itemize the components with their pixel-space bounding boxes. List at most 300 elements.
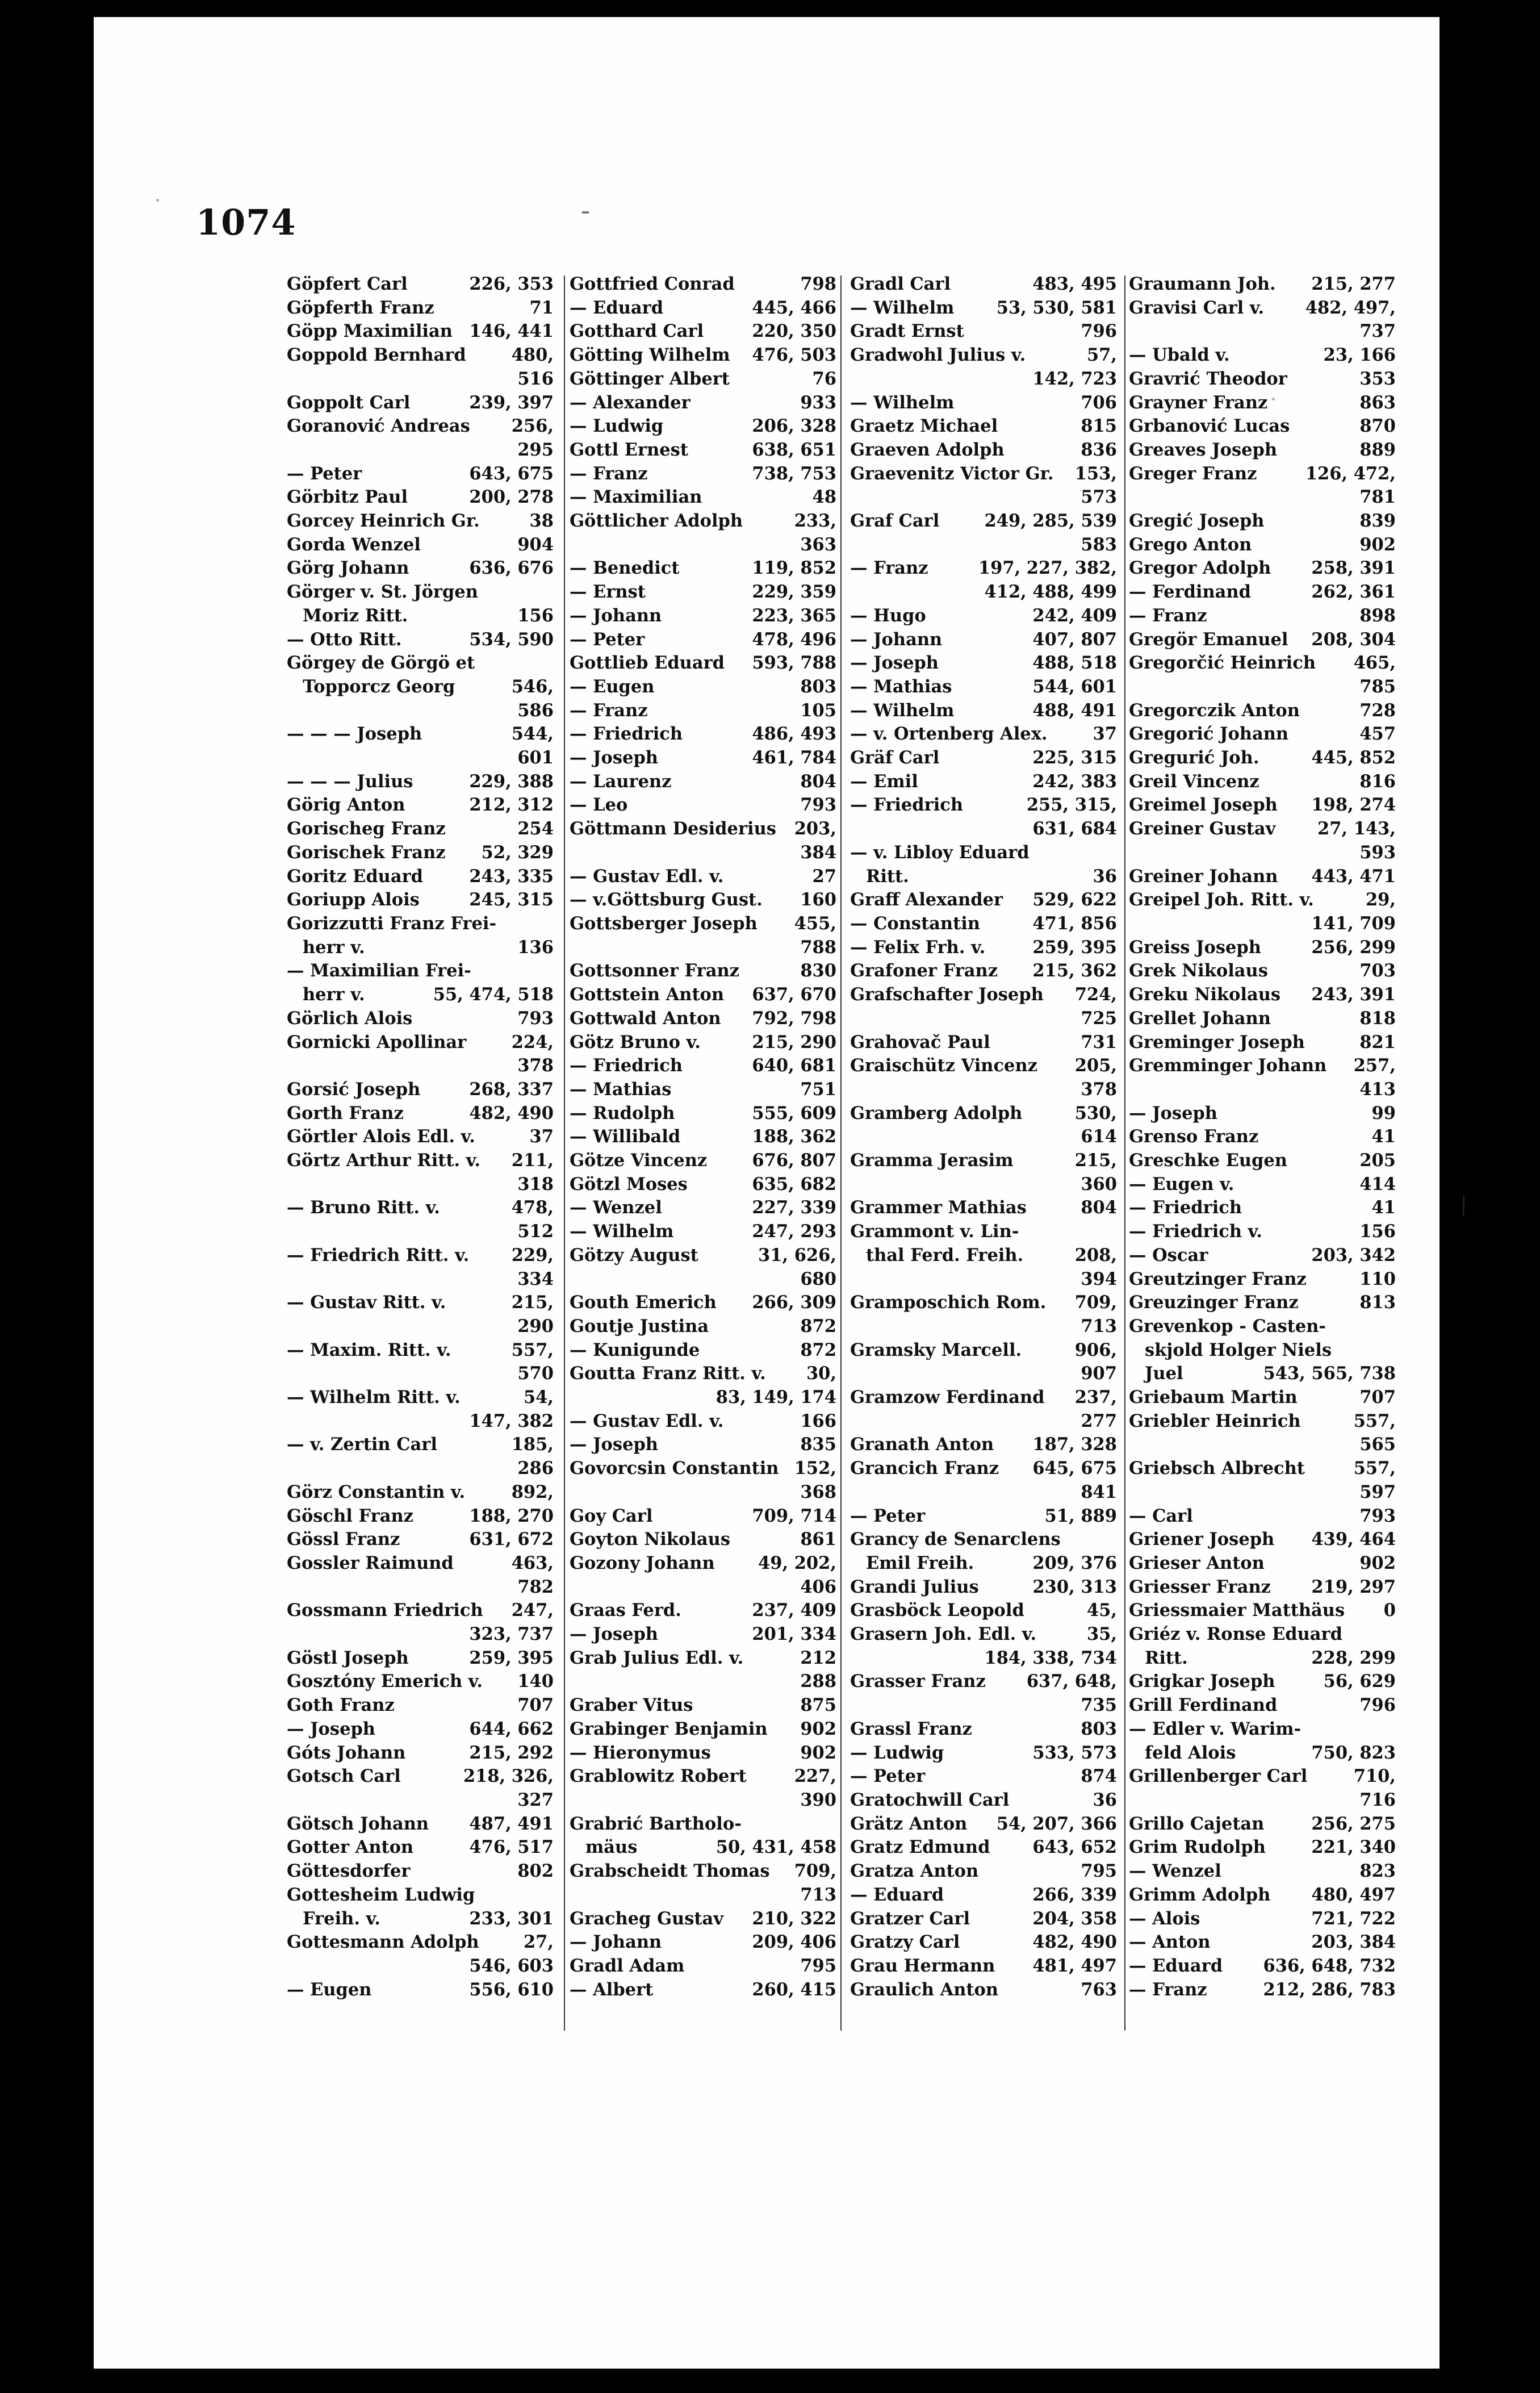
index-entry: [850, 1125, 1117, 1149]
index-entry: [1129, 1718, 1396, 1741]
entry-page-refs: 227,: [794, 1766, 836, 1787]
index-entry: [287, 746, 554, 770]
index-entry: [287, 888, 554, 912]
entry-name: Graeven Adolph: [850, 439, 1005, 460]
index-entry: [1129, 486, 1396, 509]
index-entry: [570, 1978, 836, 2002]
entry-name: — Eugen: [570, 676, 655, 697]
index-entry: [570, 1813, 836, 1836]
entry-name: — Johann: [570, 605, 662, 626]
index-entry: [570, 770, 836, 794]
entry-name: Gottesheim Ludwig: [287, 1884, 475, 1905]
entry-name: Görig Anton: [287, 795, 405, 816]
page-number: 1074: [196, 202, 296, 243]
index-entry: [850, 1031, 1117, 1055]
entry-page-refs: 223, 365: [752, 605, 836, 626]
index-entry: [570, 1718, 836, 1741]
entry-page-refs: 586: [517, 700, 554, 721]
index-entry: [1129, 1054, 1396, 1078]
entry-name: Göpfert Carl: [287, 274, 408, 294]
entry-page-refs: 534, 590: [469, 629, 554, 650]
index-entry: [850, 1836, 1117, 1860]
entry-page-refs: 645, 675: [1032, 1458, 1117, 1479]
index-column-4: [1129, 273, 1396, 2033]
entry-page-refs: 796: [1081, 321, 1117, 342]
index-entry: [287, 1054, 554, 1078]
entry-name: Göttesdorfer: [287, 1861, 411, 1882]
entry-page-refs: 209, 406: [752, 1932, 836, 1953]
entry-name: Gramma Jerasim: [850, 1150, 1014, 1171]
entry-page-refs: 482, 497,: [1305, 297, 1396, 318]
index-entry: [287, 391, 554, 415]
entry-name: — Eduard: [570, 297, 664, 318]
entry-name: Góts Johann: [287, 1742, 406, 1763]
index-entry: [850, 1196, 1117, 1220]
entry-name: Gotsch Carl: [287, 1766, 401, 1787]
entry-page-refs: 902: [1359, 534, 1396, 555]
entry-page-refs: 725: [1081, 1008, 1117, 1029]
index-entry: [570, 817, 836, 841]
entry-name: Gramberg Adolph: [850, 1102, 1023, 1124]
index-entry: [850, 817, 1117, 841]
entry-page-refs: 707: [517, 1695, 554, 1716]
index-entry: [850, 344, 1117, 367]
entry-page-refs: 211,: [511, 1150, 554, 1171]
column-rule: [1124, 275, 1125, 2031]
entry-page-refs: 360: [1081, 1173, 1117, 1195]
entry-page-refs: 480,: [511, 345, 554, 366]
entry-name: Grandi Julius: [850, 1576, 979, 1597]
entry-name: Gradt Ernst: [850, 321, 964, 342]
index-entry: [287, 1339, 554, 1363]
index-entry: [570, 1220, 836, 1244]
entry-page-refs: 483, 495: [1032, 274, 1117, 294]
entry-page-refs: 487, 491: [469, 1813, 554, 1834]
entry-page-refs: 229, 359: [752, 582, 836, 603]
entry-page-refs: 861: [800, 1529, 836, 1550]
entry-page-refs: 839: [1359, 511, 1396, 532]
index-entry: [850, 1007, 1117, 1031]
entry-page-refs: 445, 466: [752, 297, 836, 318]
entry-page-refs: 378: [517, 1055, 554, 1076]
entry-page-refs: 254: [517, 818, 554, 840]
entry-name: Moriz Ritt.: [303, 605, 408, 626]
index-entry: [850, 1173, 1117, 1197]
entry-page-refs: 557,: [1353, 1410, 1396, 1431]
index-entry: [570, 1054, 836, 1078]
entry-page-refs: 875: [800, 1695, 836, 1716]
index-entry: [570, 1031, 836, 1055]
entry-name: Grabinger Benjamin: [570, 1718, 768, 1739]
index-entry: [1129, 1173, 1396, 1197]
entry-name: — Franz: [1129, 605, 1207, 626]
entry-name: Gorischeg Franz: [287, 818, 446, 840]
entry-name: Gottl Ernest: [570, 439, 688, 460]
index-entry: [570, 699, 836, 723]
entry-page-refs: 237,: [1074, 1387, 1117, 1408]
entry-name: — Maxim. Ritt. v.: [287, 1339, 451, 1360]
entry-page-refs: 486, 493: [752, 724, 836, 745]
entry-name: — Willibald: [570, 1126, 681, 1147]
index-entry: [1129, 746, 1396, 770]
entry-page-refs: 210, 322: [752, 1908, 836, 1929]
entry-page-refs: [550, 1884, 554, 1907]
index-entry: [850, 983, 1117, 1007]
entry-page-refs: 593: [1359, 842, 1396, 863]
index-entry: [1129, 1931, 1396, 1955]
entry-page-refs: 229, 388: [469, 771, 554, 792]
entry-page-refs: [1392, 1623, 1396, 1647]
entry-page-refs: 555, 609: [752, 1102, 836, 1124]
entry-name: — Franz: [570, 700, 648, 721]
entry-name: — Benedict: [570, 558, 680, 579]
entry-page-refs: 218, 326,: [463, 1766, 554, 1787]
index-entry: [850, 1291, 1117, 1315]
entry-page-refs: 23, 166: [1323, 345, 1396, 366]
index-entry: [850, 415, 1117, 438]
entry-page-refs: 570: [517, 1363, 554, 1384]
entry-page-refs: 215,: [1074, 1150, 1117, 1171]
entry-page-refs: 709,: [794, 1861, 836, 1882]
index-entry: [850, 746, 1117, 770]
entry-name: Görger v. St. Jörgen: [287, 582, 478, 603]
entry-name: Goutta Franz Ritt. v.: [570, 1363, 766, 1384]
index-entry: [287, 652, 554, 675]
entry-name: Grillenberger Carl: [1129, 1766, 1308, 1787]
entry-page-refs: 763: [1081, 1979, 1117, 2000]
entry-name: Grek Nikolaus: [1129, 960, 1268, 982]
entry-page-refs: 445, 852: [1311, 747, 1396, 769]
index-entry: [570, 1315, 836, 1339]
entry-page-refs: 706: [1081, 392, 1117, 413]
index-entry: [850, 1410, 1117, 1434]
entry-page-refs: 644, 662: [469, 1718, 554, 1739]
index-entry: [287, 486, 554, 509]
index-entry: [850, 1457, 1117, 1481]
entry-name: — Rudolph: [570, 1102, 675, 1124]
entry-name: — Ludwig: [850, 1742, 944, 1763]
entry-page-refs: 323, 737: [469, 1624, 554, 1645]
index-entry: [1129, 1765, 1396, 1789]
index-entry: [287, 1196, 554, 1220]
index-entry: [570, 675, 836, 699]
index-entry: [287, 296, 554, 320]
entry-page-refs: 363: [800, 534, 836, 555]
index-entry: [1129, 959, 1396, 983]
entry-page-refs: 259, 395: [469, 1647, 554, 1668]
entry-name: Gottsonner Franz: [570, 960, 739, 982]
entry-name: — Wilhelm Ritt. v.: [287, 1387, 461, 1408]
index-entry: [570, 1931, 836, 1955]
entry-page-refs: 478,: [511, 1197, 554, 1218]
entry-name: Topporcz Georg: [303, 676, 455, 697]
entry-name: Gravrić Theodor: [1129, 368, 1287, 389]
entry-page-refs: 631, 684: [1032, 818, 1117, 840]
index-entry: [1129, 652, 1396, 675]
entry-page-refs: 593, 788: [752, 653, 836, 674]
entry-name: Gottwald Anton: [570, 1008, 721, 1029]
entry-page-refs: 836: [1081, 439, 1117, 460]
entry-page-refs: 902: [800, 1718, 836, 1739]
entry-page-refs: 187, 328: [1032, 1434, 1117, 1455]
entry-name: Grbanović Lucas: [1129, 416, 1290, 437]
entry-page-refs: 638, 651: [752, 439, 836, 460]
entry-name: — Peter: [850, 1766, 926, 1787]
index-entry: [570, 1552, 836, 1576]
entry-name: — v. Libloy Eduard: [850, 842, 1030, 863]
entry-page-refs: 841: [1081, 1481, 1117, 1502]
entry-page-refs: 394: [1081, 1268, 1117, 1289]
entry-page-refs: 488, 518: [1032, 653, 1117, 674]
index-entry: [1129, 1481, 1396, 1505]
entry-name: — Wilhelm: [570, 1221, 674, 1242]
entry-page-refs: 142, 723: [1032, 368, 1117, 389]
entry-name: Gorischek Franz: [287, 842, 446, 863]
index-entry: [1129, 296, 1396, 320]
entry-name: Gradl Adam: [570, 1955, 685, 1976]
stray-mark: [582, 211, 589, 214]
entry-page-refs: 225, 315: [1032, 747, 1117, 769]
entry-name: Grasern Joh. Edl. v.: [850, 1624, 1037, 1645]
entry-page-refs: 215, 277: [1311, 274, 1396, 294]
index-entry: [1129, 983, 1396, 1007]
entry-name: Goriupp Alois: [287, 889, 420, 911]
entry-page-refs: 795: [1081, 1861, 1117, 1882]
index-entry: [1129, 391, 1396, 415]
entry-name: Gosztóny Emerich v.: [287, 1671, 483, 1692]
index-entry: [570, 1670, 836, 1694]
index-entry: [570, 391, 836, 415]
index-entry: [850, 1433, 1117, 1457]
entry-page-refs: 870: [1359, 416, 1396, 437]
entry-name: Granath Anton: [850, 1434, 994, 1455]
entry-page-refs: 707: [1359, 1387, 1396, 1408]
entry-page-refs: 295: [517, 439, 554, 460]
index-entry: [1129, 675, 1396, 699]
entry-name: Gottfried Conrad: [570, 274, 735, 294]
entry-page-refs: 636, 676: [469, 558, 554, 579]
index-entry: [287, 1907, 554, 1931]
entry-name: Götzy August: [570, 1244, 698, 1266]
entry-page-refs: 414: [1359, 1173, 1396, 1195]
entry-page-refs: 200, 278: [469, 487, 554, 508]
index-entry: [287, 1410, 554, 1434]
entry-name: Göpp Maximilian: [287, 321, 453, 342]
index-entry: [287, 1362, 554, 1386]
entry-name: — Friedrich: [570, 1055, 683, 1076]
entry-name: Gravisi Carl v.: [1129, 297, 1265, 318]
index-entry: [570, 912, 836, 936]
index-entry: [287, 1528, 554, 1552]
index-entry: [850, 1386, 1117, 1410]
index-entry: [1129, 1813, 1396, 1836]
entry-page-refs: 256, 299: [1311, 937, 1396, 958]
entry-name: Greminger Joseph: [1129, 1031, 1305, 1053]
entry-name: Görtler Alois Edl. v.: [287, 1126, 475, 1147]
index-entry: [850, 557, 1117, 580]
index-entry: [570, 604, 836, 628]
entry-name: Goritz Eduard: [287, 866, 423, 887]
entry-page-refs: [1392, 1718, 1396, 1741]
entry-page-refs: 36: [1093, 1790, 1117, 1810]
entry-page-refs: 221, 340: [1311, 1837, 1396, 1858]
entry-name: — Anton: [1129, 1932, 1211, 1953]
entry-page-refs: 201, 334: [752, 1624, 836, 1645]
entry-name: — Wenzel: [570, 1197, 662, 1218]
entry-name: mäus: [585, 1837, 638, 1858]
index-entry: [1129, 936, 1396, 960]
index-entry: [850, 1955, 1117, 1978]
entry-name: Götzl Moses: [570, 1173, 688, 1195]
entry-page-refs: 636, 648, 732: [1263, 1955, 1396, 1976]
index-entry: [850, 1599, 1117, 1623]
entry-page-refs: 243, 335: [469, 866, 554, 887]
index-entry: [570, 415, 836, 438]
entry-page-refs: 208,: [1074, 1244, 1117, 1266]
entry-page-refs: 413: [1359, 1079, 1396, 1100]
index-entry: [1129, 1102, 1396, 1126]
index-entry: [287, 1268, 554, 1292]
index-entry: [287, 1149, 554, 1173]
entry-page-refs: 815: [1081, 416, 1117, 437]
entry-page-refs: 99: [1371, 1102, 1396, 1124]
entry-page-refs: 709,: [1074, 1292, 1117, 1313]
index-entry: [287, 959, 554, 983]
entry-name: Greimel Joseph: [1129, 795, 1278, 816]
entry-name: — Friedrich: [1129, 1197, 1242, 1218]
entry-page-refs: 643, 675: [469, 463, 554, 484]
index-entry: [287, 1576, 554, 1599]
entry-name: — Bruno Ritt. v.: [287, 1197, 440, 1218]
entry-name: — Peter: [570, 629, 645, 650]
entry-name: — v.Göttsburg Gust.: [570, 889, 763, 911]
entry-name: Gregurić Joh.: [1129, 747, 1259, 769]
entry-name: Goy Carl: [570, 1505, 653, 1526]
index-entry: [570, 1433, 836, 1457]
index-entry: [850, 1884, 1117, 1907]
entry-page-refs: 835: [800, 1434, 836, 1455]
index-entry: [570, 320, 836, 344]
entry-name: Gornicki Apollinar: [287, 1031, 467, 1053]
index-entry: [850, 1860, 1117, 1884]
index-entry: [287, 675, 554, 699]
index-entry: [1129, 1362, 1396, 1386]
index-entry: [1129, 320, 1396, 344]
index-entry: [287, 1457, 554, 1481]
entry-page-refs: 188, 362: [752, 1126, 836, 1147]
index-entry: [570, 1694, 836, 1718]
entry-page-refs: 724,: [1074, 984, 1117, 1005]
entry-page-refs: 228, 299: [1311, 1647, 1396, 1668]
entry-name: skjold Holger Niels: [1145, 1339, 1332, 1360]
index-entry: [850, 888, 1117, 912]
index-entry: [850, 1244, 1117, 1268]
index-entry: [1129, 344, 1396, 367]
entry-page-refs: 904: [517, 534, 554, 555]
index-entry: [1129, 770, 1396, 794]
entry-page-refs: 257,: [1353, 1055, 1396, 1076]
index-entry: [287, 1599, 554, 1623]
entry-name: Graumann Joh.: [1129, 274, 1276, 294]
entry-name: — Gustav Edl. v.: [570, 1410, 724, 1431]
entry-name: Gramzow Ferdinand: [850, 1387, 1045, 1408]
entry-page-refs: 728: [1359, 700, 1396, 721]
index-entry: [287, 1789, 554, 1813]
index-entry: [287, 1505, 554, 1528]
entry-page-refs: 27,: [523, 1932, 554, 1953]
entry-page-refs: 802: [517, 1861, 554, 1882]
entry-name: — Edler v. Warim-: [1129, 1718, 1302, 1739]
entry-name: Gotter Anton: [287, 1837, 414, 1858]
index-entry: [850, 320, 1117, 344]
entry-name: — Mathias: [850, 676, 952, 697]
entry-name: Griesser Franz: [1129, 1576, 1271, 1597]
entry-name: Goranović Andreas: [287, 416, 470, 437]
entry-name: Gossmann Friedrich: [287, 1600, 483, 1621]
index-entry: [570, 1244, 836, 1268]
index-entry: [850, 912, 1117, 936]
index-entry: [570, 1173, 836, 1197]
entry-name: Görgey de Görgö et: [287, 653, 475, 674]
entry-name: Grasböck Leopold: [850, 1600, 1024, 1621]
entry-page-refs: 680: [800, 1268, 836, 1289]
index-entry: [850, 580, 1117, 604]
index-entry: [287, 1125, 554, 1149]
index-entry: [287, 817, 554, 841]
index-entry: [1129, 1339, 1396, 1363]
entry-name: Grau Hermann: [850, 1955, 995, 1976]
index-entry: [1129, 1907, 1396, 1931]
index-entry: [570, 1860, 836, 1884]
index-entry: [1129, 699, 1396, 723]
index-entry: [570, 1149, 836, 1173]
entry-name: Gorsić Joseph: [287, 1079, 421, 1100]
entry-page-refs: 390: [800, 1790, 836, 1810]
entry-page-refs: 212, 312: [469, 795, 554, 816]
entry-name: Grayner Franz: [1129, 392, 1268, 413]
entry-page-refs: 889: [1359, 439, 1396, 460]
entry-name: Gozony Johann: [570, 1552, 715, 1573]
index-entry: [287, 509, 554, 533]
entry-name: Görtz Arthur Ritt. v.: [287, 1150, 480, 1171]
entry-page-refs: 543, 565, 738: [1263, 1363, 1396, 1384]
index-entry: [1129, 1836, 1396, 1860]
index-entry: [570, 557, 836, 580]
index-entry: [850, 1220, 1117, 1244]
index-entry: [850, 1315, 1117, 1339]
index-entry: [850, 770, 1117, 794]
entry-name: — Kunigunde: [570, 1339, 700, 1360]
entry-name: — Mathias: [570, 1079, 672, 1100]
entry-name: Grego Anton: [1129, 534, 1252, 555]
entry-page-refs: 334: [517, 1268, 554, 1289]
entry-page-refs: 782: [517, 1576, 554, 1597]
index-entry: [287, 1102, 554, 1126]
entry-name: Greutzinger Franz: [1129, 1268, 1307, 1289]
entry-name: Grevenkop - Casten-: [1129, 1315, 1326, 1337]
index-entry: [1129, 1552, 1396, 1576]
entry-name: — Franz: [570, 463, 648, 484]
entry-page-refs: 713: [1081, 1315, 1117, 1337]
index-entry: [287, 415, 554, 438]
entry-page-refs: 796: [1359, 1695, 1396, 1716]
index-entry: [850, 1576, 1117, 1599]
entry-name: Graber Vitus: [570, 1695, 693, 1716]
index-entry: [850, 675, 1117, 699]
entry-name: — Franz: [1129, 1979, 1207, 2000]
entry-page-refs: 872: [800, 1315, 836, 1337]
index-entry: [287, 1860, 554, 1884]
